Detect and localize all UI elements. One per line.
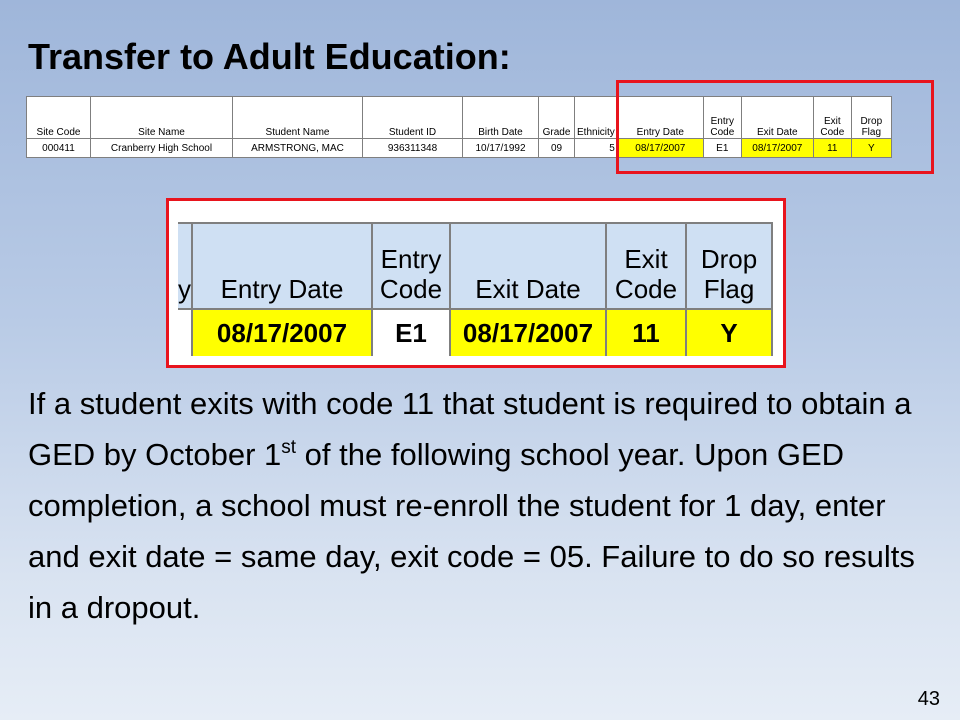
zoomed-header-entry-date: Entry Date <box>192 223 372 309</box>
zoomed-header-row <box>178 223 772 309</box>
header-student-name: Student Name <box>233 97 363 139</box>
slide-title: Transfer to Adult Education: <box>28 36 511 77</box>
zoomed-header-entry-code: Entry Code <box>372 223 450 309</box>
header-birth-date: Birth Date <box>463 97 539 139</box>
zoomed-cell-exit-code: 11 <box>606 309 686 356</box>
cell-ethnicity: 5 <box>575 139 618 158</box>
header-exit-code: Exit Code <box>813 97 851 139</box>
cell-entry-code: E1 <box>703 139 741 158</box>
zoomed-partial-header: y <box>178 223 192 309</box>
zoomed-cell-entry-date: 08/17/2007 <box>192 309 372 356</box>
cell-exit-date: 08/17/2007 <box>741 139 813 158</box>
zoomed-callout <box>166 198 786 368</box>
header-student-id: Student ID <box>363 97 463 139</box>
zoomed-cell-drop-flag: Y <box>686 309 772 356</box>
cell-grade: 09 <box>539 139 575 158</box>
zoomed-cell-entry-code: E1 <box>372 309 450 356</box>
cell-student-id: 936311348 <box>363 139 463 158</box>
zoomed-data-row <box>178 309 772 356</box>
zoomed-cell-exit-date: 08/17/2007 <box>450 309 606 356</box>
cell-birth-date: 10/17/1992 <box>463 139 539 158</box>
header-entry-code: Entry Code <box>703 97 741 139</box>
zoomed-table <box>178 222 773 356</box>
header-site-name: Site Name <box>91 97 233 139</box>
cell-exit-code: 11 <box>813 139 851 158</box>
cell-entry-date: 08/17/2007 <box>617 139 703 158</box>
zoomed-header-drop-flag: Drop Flag <box>686 223 772 309</box>
header-ethnicity: Ethnicity <box>575 97 618 139</box>
header-entry-date: Entry Date <box>617 97 703 139</box>
cell-drop-flag: Y <box>851 139 891 158</box>
body-text-part2: of the following school year. Upon GED completion, a school must re-enroll the student for 1 day, enter and exit date = same day, exit code = 05. Failure to do so results in a dropout. <box>28 437 915 625</box>
cell-student-name: ARMSTRONG, MAC <box>233 139 363 158</box>
zoomed-header-exit-code: Exit Code <box>606 223 686 309</box>
body-superscript: st <box>281 437 297 458</box>
cell-site-name: Cranberry High School <box>91 139 233 158</box>
header-drop-flag: Drop Flag <box>851 97 891 139</box>
zoomed-table-image <box>178 210 774 356</box>
body-paragraph <box>28 378 928 633</box>
header-grade: Grade <box>539 97 575 139</box>
cell-site-code: 000411 <box>27 139 91 158</box>
header-site-code: Site Code <box>27 97 91 139</box>
body-text-part1: If a student exits with code 11 that student is required to obtain a GED by October 1 <box>28 386 912 472</box>
page-number: 43 <box>917 688 940 710</box>
zoomed-header-exit-date: Exit Date <box>450 223 606 309</box>
callout-highlight-box <box>616 80 934 174</box>
zoomed-partial-cell <box>178 309 192 356</box>
header-exit-date: Exit Date <box>741 97 813 139</box>
